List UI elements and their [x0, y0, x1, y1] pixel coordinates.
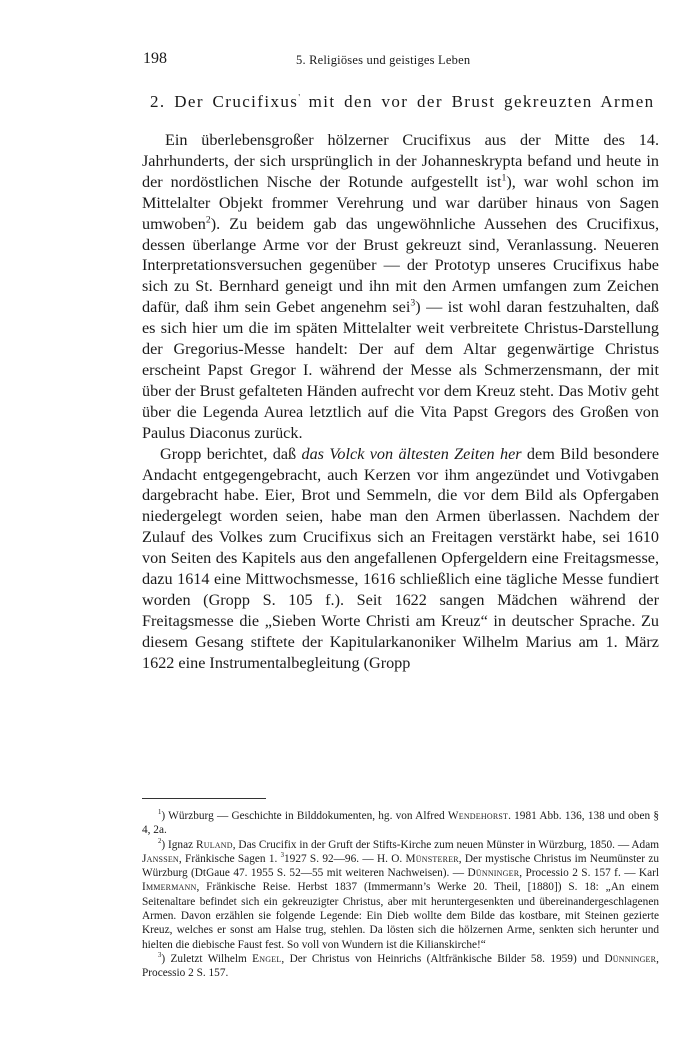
paragraph-2: Gropp berichtet, daß das Volck von ältesten Zeiten her dem Bild besondere Andacht entgegengebracht, auch Kerzen vor ihm angezündet und Votivgaben dargebracht habe. Eier, Brot und Semmeln, die vor dem Bild als Opfergaben niedergelegt worden seien, habe man den Armen überlassen. Nachdem der Zulauf des Volkes zum Crucifixus sich an Freitagen verstärkt habe, sei 1610 von Seiten des Kapitels aus den angefallenen Opfergeldern eine Freitagsmesse, dazu 1614 eine Mittwochsmesse, 1616 schließlich eine tägliche Messe fundiert worden (Gropp S. 105 f.). Seit 1622 sangen Mädchen während der Freitagsmesse die „Sieben Worte Christi am Kreuz“ in deutscher Sprache. Zu diesem Gesang stiftete der Kapitularkanoniker Wilhelm Marius am 1. März 1622 eine Instrumentalbegleitung (Gropp [142, 444, 660, 672]
page-number: 198 [143, 50, 167, 67]
heading-mark: ' [298, 92, 300, 103]
footnote-ref-2: 2 [205, 214, 211, 226]
footnote-3: $^3$) Zuletzt Wilhelm Engel, Der Christus von Heinrichs (Altfränkische Bilder 58. 1959) und Dünninger, Processio 2 S. 157. [142, 952, 659, 980]
footnote-ref-3: 3 [410, 297, 416, 309]
footnote-1: $^1$) Würzburg — Geschichte in Bilddokumenten, hg. von Alfred Wendehorst. 1981 Abb. 136, 138 und oben § 4, 2a. [142, 809, 659, 837]
section-heading-part2: mit den vor der Brust gekreuzten Armen [299, 92, 655, 111]
footnote-rule [142, 798, 266, 799]
footnote-ref-1: 1 [501, 172, 507, 184]
paragraph-1: Ein überlebensgroßer hölzerner Crucifixus aus der Mitte des 14. Jahrhunderts, der sich ursprünglich in der Johanneskrypta befand und heute in der nordöstlichen Nische der Rotunde aufgestellt ist$^1$), war wohl schon im Mittelalter Objekt frommer Verehrung und war darüber hinaus von Sagen umwoben$^2$). Zu beidem gab das ungewöhnliche Aussehen des Crucifixus, dessen überlange Arme vor der Brust gekreuzt sind, Veranlassung. Neueren Interpretationsversuchen gegenüber — der Prototyp unseres Crucifixus habe sich zu St. Bernhard geneigt und ihn mit den Armen umfangen zum Zeichen dafür, daß ihm sein Gebet angenehm sei$^3$) — ist wohl daran festzuhalten, daß es sich hier um die im späten Mittelalter weit verbreitete Christus-Darstellung der Gregorius-Messe handelt: Der auf dem Altar gegenwärtige Christus erscheint Papst Gregor I. während der Messe als Schmerzensmann, der mit über der Brust gefalteten Händen aufrecht vor dem Kreuz steht. Das Motiv geht über die Legenda Aurea letztlich auf die Vita Papst Gregors des Großen von Paulus Diaconus zurück. [142, 131, 659, 442]
section-heading-part1: 2. Der Crucifixus [150, 92, 299, 111]
body-text [142, 130, 659, 674]
footnotes [142, 809, 659, 981]
footnote-2: $^2$) Ignaz Ruland, Das Crucifix in der Gruft der Stifts-Kirche zum neuen Münster in Würzburg, 1850. — Adam Janssen, Fränkische Sagen 1. $^3$1927 S. 92—96. — H. O. Münsterer, Der mystische Christus im Neumünster zu Würzburg (DtGaue 47. 1955 S. 52—55 mit weiteren Nachweisen). — Dünninger, Processio 2 S. 157 f. — Karl Immermann, Fränkische Reise. Herbst 1837 (Immermann’s Werke 20. Theil, [1880]) S. 18: „An einem Seitenaltare befindet sich ein gekreuzigter Christus, aber mit heruntergesenkten und übereinandergeschlagenen Armen. Davon erzählen sie folgende Legende: Ein Dieb wollte dem Bilde das kostbare, mit Steinen gezierte Kreuz, welches er sonst am Halse trug, stehlen. Da lösten sich die hölzernen Arme, senkten sich herunter und hielten die diebische Faust fest. So voll von Wundern ist die Kilianskirche!“ [142, 837, 660, 951]
quoted-phrase: das Volck von ältesten Zeiten her [301, 444, 522, 463]
section-heading [150, 92, 655, 112]
running-title: 5. Religiöses und geistiges Leben [296, 53, 471, 67]
